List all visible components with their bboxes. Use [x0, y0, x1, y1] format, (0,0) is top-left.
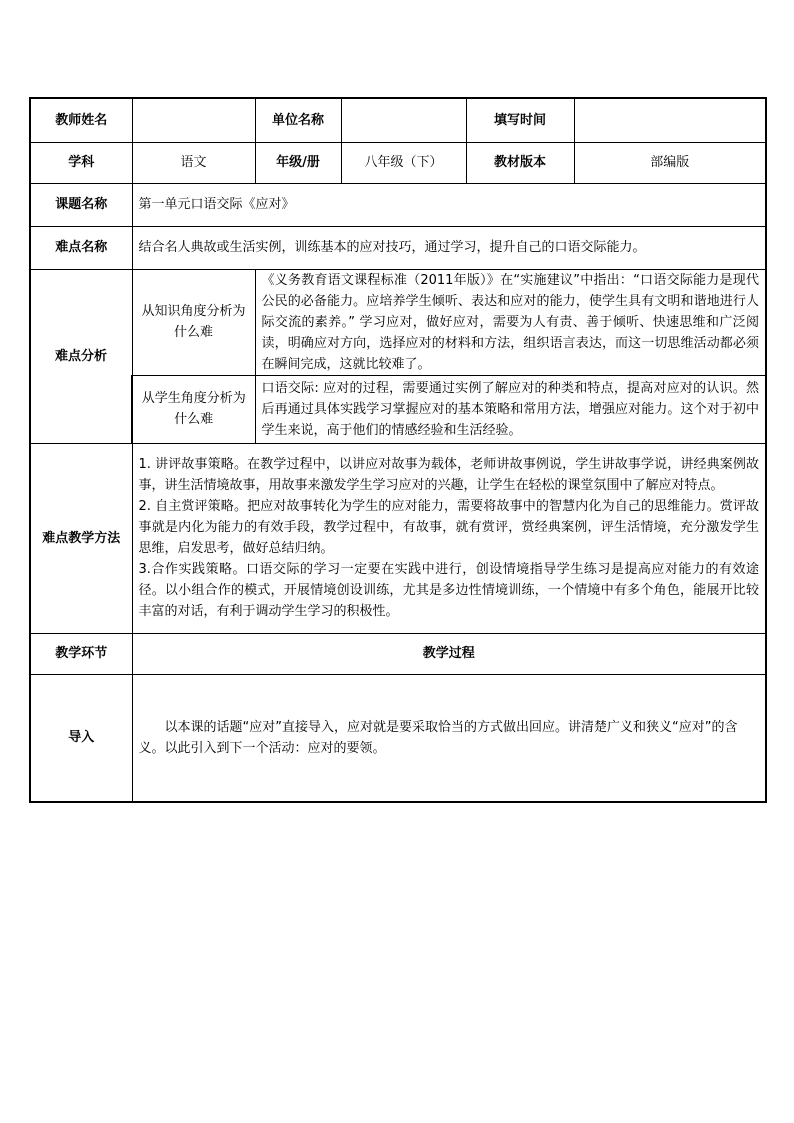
grade-value: 八年级（下）: [341, 142, 466, 183]
difficulty-label: 难点名称: [30, 226, 132, 269]
analysis-knowledge-row: [30, 269, 766, 375]
header-row: [30, 98, 766, 142]
teacher-name-value: [132, 98, 255, 142]
intro-text: 以本课的话题“应对”直接导入，应对就是要采取恰当的方式做出回应。讲清楚广义和狭义“应对”的含义。以此引入到下一个活动：应对的要领。: [132, 674, 766, 802]
fill-date-value: [574, 98, 766, 142]
unit-name-label: 单位名称: [255, 98, 341, 142]
process-header-row: [30, 633, 766, 674]
topic-row: [30, 183, 766, 226]
process-label: 教学过程: [132, 633, 766, 674]
topic-value: 第一单元口语交际《应对》: [132, 183, 766, 226]
methods-content: [132, 443, 766, 633]
method-item: 3.合作实践策略。口语交际的学习一定要在实践中进行，创设情境指导学生练习是提高应对能力的有效途径。以小组合作的模式，开展情境创设训练，尤其是多边性情境训练，一个情境中有多个角色，能展开比较丰富的对话，有利于调动学生学习的积极性。: [138, 562, 759, 619]
method-item: 1. 讲评故事策略。在教学过程中，以讲应对故事为载体，老师讲故事例说，学生讲故事学说，讲经典案例故事，讲生活情境故事，用故事来激发学生学习应对的兴趣，让学生在轻松的课堂氛围中了解应对特点。: [138, 457, 759, 493]
fill-date-label: 填写时间: [466, 98, 574, 142]
edition-value: 部编版: [574, 142, 766, 183]
analysis-label: 难点分析: [30, 269, 132, 443]
method-item: 2. 自主赏评策略。把应对故事转化为学生的应对能力，需要将故事中的智慧内化为自己的思维能力。赏评故事就是内化为能力的有效手段，教学过程中，有故事，就有赏评，赏经典案例，评生活情境，充分激发学生思维，启发思考，做好总结归纳。: [138, 499, 759, 556]
topic-label: 课题名称: [30, 183, 132, 226]
analysis-student-row: [30, 375, 766, 443]
lesson-plan-table: [29, 97, 767, 803]
difficulty-value: 结合名人典故或生活实例，训练基本的应对技巧，通过学习，提升自己的口语交际能力。: [132, 226, 766, 269]
intro-row: [30, 674, 766, 802]
subject-label: 学科: [30, 142, 132, 183]
difficulty-row: [30, 226, 766, 269]
edition-label: 教材版本: [466, 142, 574, 183]
teacher-name-label: 教师姓名: [30, 98, 132, 142]
knowledge-angle-label: 从知识角度分析为什么难: [132, 269, 255, 375]
methods-label: 难点教学方法: [30, 443, 132, 633]
methods-row: [30, 443, 766, 633]
knowledge-angle-text: 《义务教育语文课程标准（2011年版）》在“实施建议”中指出：“口语交际能力是现代公民的必备能力。应培养学生倾听、表达和应对的能力，使学生具有文明和谐地进行人际交流的素养。” 学习应对，做好应对，需要为人有责、善于倾听、快速思维和广泛阅读，明确应对方向，选择应对的材料和方法，组织语言表达，而这一切思维活动都必须在瞬间完成，这就比较难了。: [255, 269, 766, 375]
unit-name-value: [341, 98, 466, 142]
grade-label: 年级/册: [255, 142, 341, 183]
stage-label: 教学环节: [30, 633, 132, 674]
student-angle-text: 口语交际: 应对的过程，需要通过实例了解应对的种类和特点，提高对应对的认识。然后再通过具体实践学习掌握应对的基本策略和常用方法，增强应对能力。这个对于初中学生来说，高于他们的情感经验和生活经验。: [255, 375, 766, 443]
subject-row: [30, 142, 766, 183]
intro-label: 导入: [30, 674, 132, 802]
student-angle-label: 从学生角度分析为什么难: [132, 375, 255, 443]
subject-value: 语文: [132, 142, 255, 183]
